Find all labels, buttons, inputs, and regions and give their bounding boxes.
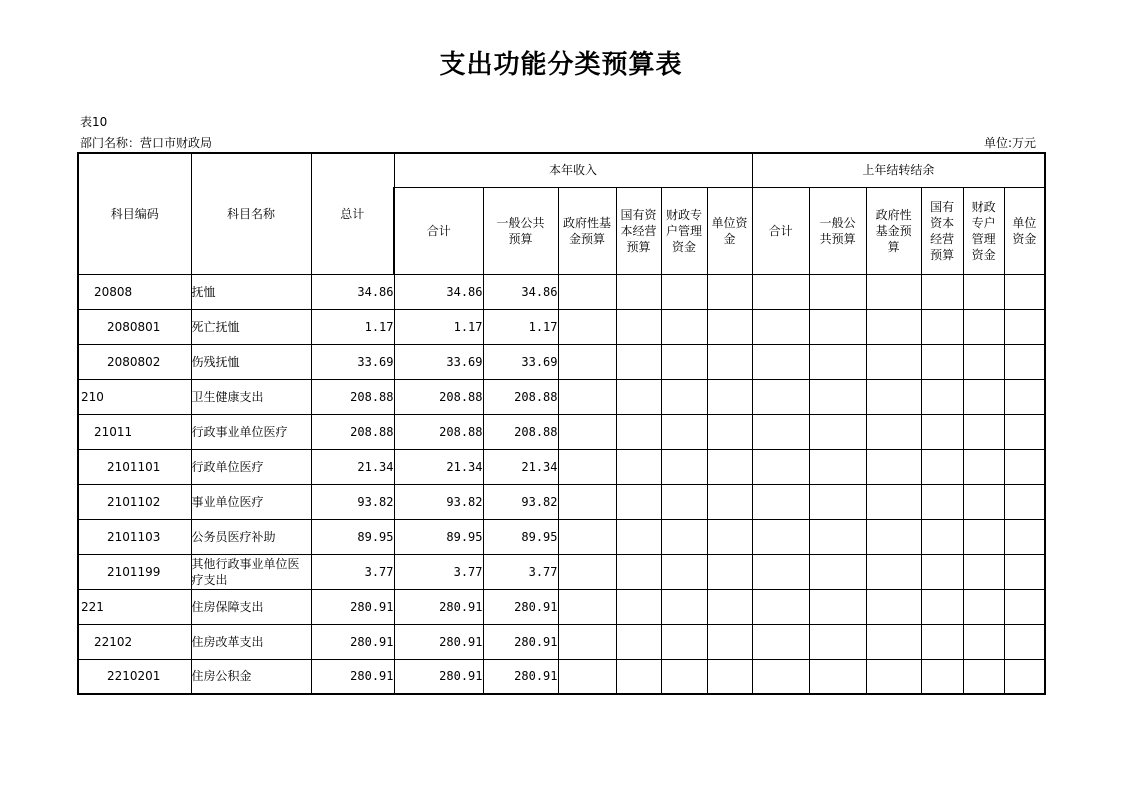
amount-cell-co-soe [921,414,963,449]
header-cy-total: 合计 [394,187,483,274]
amount-cell-co-unit [1004,624,1045,659]
amount-cell-co-soe [921,589,963,624]
amount-cell-co-unit [1004,379,1045,414]
amount-cell-cy-general: 1.17 [483,309,558,344]
amount-cell-cy-soe [616,484,661,519]
header-total: 总计 [311,153,394,274]
amount-cell-co-soe [921,624,963,659]
amount-cell-co-total [752,274,809,309]
amount-cell-co-unit [1004,274,1045,309]
header-co-govfund: 政府性基金预算 [866,187,921,274]
subject-name-cell: 住房改革支出 [191,624,311,659]
subject-name-cell: 行政事业单位医疗 [191,414,311,449]
amount-cell-cy-govfund [558,309,616,344]
amount-cell-cy-total: 21.34 [394,449,483,484]
amount-cell-total: 208.88 [311,379,394,414]
amount-cell-co-soe [921,344,963,379]
amount-cell-co-fiscal [963,624,1004,659]
amount-cell-co-govfund [866,414,921,449]
amount-cell-co-unit [1004,344,1045,379]
header-co-fiscal: 财政专户管理资金 [963,187,1004,274]
subject-code-cell: 21011 [78,414,191,449]
amount-cell-co-fiscal [963,344,1004,379]
table-row [78,624,1045,659]
table-row [78,484,1045,519]
amount-cell-co-total [752,554,809,589]
amount-cell-co-general [809,379,866,414]
amount-cell-co-fiscal [963,274,1004,309]
amount-cell-total: 1.17 [311,309,394,344]
amount-cell-co-total [752,519,809,554]
amount-cell-total: 89.95 [311,519,394,554]
subject-code-cell: 221 [78,589,191,624]
amount-cell-co-govfund [866,484,921,519]
subject-code-cell: 20808 [78,274,191,309]
amount-cell-co-govfund [866,309,921,344]
subject-code-cell: 210 [78,379,191,414]
amount-cell-cy-unit [707,274,752,309]
amount-cell-cy-general: 280.91 [483,659,558,694]
amount-cell-cy-fiscal [661,554,707,589]
amount-cell-cy-govfund [558,344,616,379]
amount-cell-co-total [752,484,809,519]
table-row [78,379,1045,414]
budget-table [77,152,1046,695]
amount-cell-total: 21.34 [311,449,394,484]
header-co-general: 一般公共预算 [809,187,866,274]
amount-cell-co-total [752,624,809,659]
page-title: 支出功能分类预算表 [439,50,683,80]
table-row [78,659,1045,694]
header-co-soe: 国有资本经营预算 [921,187,963,274]
subject-name-cell: 伤残抚恤 [191,344,311,379]
amount-cell-total: 3.77 [311,554,394,589]
amount-cell-co-general [809,414,866,449]
amount-cell-cy-unit [707,414,752,449]
amount-cell-total: 208.88 [311,414,394,449]
amount-cell-cy-soe [616,414,661,449]
subject-name-cell: 住房保障支出 [191,589,311,624]
subject-code-cell: 2101102 [78,484,191,519]
amount-cell-co-total [752,659,809,694]
amount-cell-co-fiscal [963,484,1004,519]
amount-cell-co-unit [1004,659,1045,694]
amount-cell-co-general [809,589,866,624]
amount-cell-cy-general: 34.86 [483,274,558,309]
amount-cell-cy-soe [616,379,661,414]
amount-cell-cy-soe [616,589,661,624]
amount-cell-co-fiscal [963,449,1004,484]
subject-name-cell: 其他行政事业单位医疗支出 [191,554,311,589]
amount-cell-co-general [809,484,866,519]
amount-cell-total: 93.82 [311,484,394,519]
table-row [78,309,1045,344]
amount-cell-cy-soe [616,519,661,554]
amount-cell-co-total [752,379,809,414]
amount-cell-total: 280.91 [311,624,394,659]
amount-cell-cy-general: 280.91 [483,589,558,624]
amount-cell-cy-govfund [558,379,616,414]
amount-cell-cy-govfund [558,449,616,484]
amount-cell-co-soe [921,484,963,519]
amount-cell-cy-soe [616,449,661,484]
amount-cell-co-unit [1004,414,1045,449]
amount-cell-co-general [809,309,866,344]
header-carryover: 上年结转结余 [752,153,1045,187]
amount-cell-cy-general: 93.82 [483,484,558,519]
amount-cell-cy-fiscal [661,414,707,449]
amount-cell-co-general [809,659,866,694]
amount-cell-co-general [809,554,866,589]
header-co-unit: 单位资金 [1004,187,1045,274]
subject-code-cell: 2101103 [78,519,191,554]
amount-cell-co-general [809,449,866,484]
amount-cell-co-fiscal [963,589,1004,624]
amount-cell-cy-general: 280.91 [483,624,558,659]
amount-cell-cy-fiscal [661,659,707,694]
amount-cell-cy-total: 280.91 [394,589,483,624]
amount-cell-cy-govfund [558,589,616,624]
amount-cell-co-soe [921,274,963,309]
amount-cell-cy-total: 93.82 [394,484,483,519]
amount-cell-co-unit [1004,484,1045,519]
amount-cell-co-govfund [866,379,921,414]
amount-cell-cy-unit [707,554,752,589]
subject-name-cell: 事业单位医疗 [191,484,311,519]
amount-cell-cy-unit [707,519,752,554]
amount-cell-cy-unit [707,484,752,519]
amount-cell-cy-fiscal [661,484,707,519]
subject-name-cell: 住房公积金 [191,659,311,694]
amount-cell-co-fiscal [963,554,1004,589]
amount-cell-co-general [809,274,866,309]
table-row [78,449,1045,484]
amount-cell-cy-govfund [558,554,616,589]
table-row [78,344,1045,379]
amount-cell-co-general [809,344,866,379]
amount-cell-cy-fiscal [661,449,707,484]
subject-name-cell: 死亡抚恤 [191,309,311,344]
amount-cell-cy-general: 208.88 [483,414,558,449]
amount-cell-cy-fiscal [661,379,707,414]
subject-name-cell: 抚恤 [191,274,311,309]
header-cy-fiscal: 财政专户管理资金 [661,187,707,274]
header-cy-govfund: 政府性基金预算 [558,187,616,274]
amount-cell-cy-total: 33.69 [394,344,483,379]
table-row [78,589,1045,624]
amount-cell-cy-general: 89.95 [483,519,558,554]
amount-cell-cy-soe [616,659,661,694]
subject-code-cell: 2210201 [78,659,191,694]
amount-cell-co-unit [1004,589,1045,624]
amount-cell-co-total [752,309,809,344]
amount-cell-cy-unit [707,624,752,659]
unit-label: 单位:万元 [984,136,1037,150]
amount-cell-co-govfund [866,449,921,484]
amount-cell-cy-unit [707,309,752,344]
amount-cell-cy-fiscal [661,589,707,624]
amount-cell-cy-fiscal [661,344,707,379]
subject-code-cell: 2080801 [78,309,191,344]
subject-code-cell: 2080802 [78,344,191,379]
amount-cell-cy-total: 208.88 [394,414,483,449]
amount-cell-cy-total: 208.88 [394,379,483,414]
amount-cell-total: 33.69 [311,344,394,379]
amount-cell-co-unit [1004,309,1045,344]
amount-cell-cy-govfund [558,519,616,554]
amount-cell-co-unit [1004,449,1045,484]
amount-cell-cy-soe [616,344,661,379]
amount-cell-cy-govfund [558,274,616,309]
amount-cell-co-total [752,449,809,484]
table-row [78,414,1045,449]
amount-cell-cy-govfund [558,624,616,659]
amount-cell-co-soe [921,449,963,484]
amount-cell-cy-unit [707,449,752,484]
amount-cell-co-govfund [866,624,921,659]
amount-cell-co-unit [1004,519,1045,554]
amount-cell-cy-govfund [558,659,616,694]
amount-cell-cy-total: 34.86 [394,274,483,309]
amount-cell-co-fiscal [963,309,1004,344]
amount-cell-co-total [752,589,809,624]
amount-cell-cy-soe [616,624,661,659]
amount-cell-co-general [809,624,866,659]
subject-code-cell: 2101101 [78,449,191,484]
header-cy-general: 一般公共预算 [483,187,558,274]
amount-cell-co-fiscal [963,519,1004,554]
amount-cell-cy-general: 21.34 [483,449,558,484]
amount-cell-total: 34.86 [311,274,394,309]
amount-cell-cy-fiscal [661,309,707,344]
amount-cell-cy-govfund [558,484,616,519]
amount-cell-co-soe [921,309,963,344]
amount-cell-cy-fiscal [661,274,707,309]
amount-cell-cy-general: 33.69 [483,344,558,379]
amount-cell-co-soe [921,519,963,554]
amount-cell-cy-general: 208.88 [483,379,558,414]
subject-name-cell: 卫生健康支出 [191,379,311,414]
amount-cell-total: 280.91 [311,589,394,624]
amount-cell-co-unit [1004,554,1045,589]
amount-cell-co-fiscal [963,379,1004,414]
amount-cell-total: 280.91 [311,659,394,694]
header-name: 科目名称 [191,153,311,274]
amount-cell-cy-unit [707,344,752,379]
amount-cell-cy-soe [616,274,661,309]
table-number: 表10 [80,115,108,129]
amount-cell-cy-total: 280.91 [394,659,483,694]
amount-cell-co-fiscal [963,414,1004,449]
amount-cell-cy-general: 3.77 [483,554,558,589]
amount-cell-co-govfund [866,554,921,589]
amount-cell-co-govfund [866,344,921,379]
amount-cell-co-soe [921,554,963,589]
amount-cell-co-govfund [866,659,921,694]
header-co-total: 合计 [752,187,809,274]
amount-cell-cy-soe [616,309,661,344]
amount-cell-cy-fiscal [661,519,707,554]
amount-cell-cy-fiscal [661,624,707,659]
amount-cell-co-total [752,414,809,449]
amount-cell-cy-total: 1.17 [394,309,483,344]
table-row [78,274,1045,309]
header-current-year: 本年收入 [394,153,752,187]
amount-cell-co-fiscal [963,659,1004,694]
amount-cell-cy-total: 280.91 [394,624,483,659]
amount-cell-co-general [809,519,866,554]
header-code: 科目编码 [78,153,191,274]
amount-cell-cy-unit [707,379,752,414]
amount-cell-co-govfund [866,274,921,309]
amount-cell-co-soe [921,379,963,414]
subject-code-cell: 22102 [78,624,191,659]
amount-cell-cy-unit [707,589,752,624]
amount-cell-co-soe [921,659,963,694]
amount-cell-cy-total: 89.95 [394,519,483,554]
header-cy-unit: 单位资金 [707,187,752,274]
table-row [78,554,1045,589]
header-cy-soe: 国有资本经营预算 [616,187,661,274]
amount-cell-co-govfund [866,519,921,554]
amount-cell-cy-unit [707,659,752,694]
amount-cell-cy-govfund [558,414,616,449]
amount-cell-co-govfund [866,589,921,624]
subject-name-cell: 公务员医疗补助 [191,519,311,554]
amount-cell-cy-soe [616,554,661,589]
subject-code-cell: 2101199 [78,554,191,589]
amount-cell-cy-total: 3.77 [394,554,483,589]
amount-cell-co-total [752,344,809,379]
subject-name-cell: 行政单位医疗 [191,449,311,484]
department-name: 部门名称：营口市财政局 [80,136,213,150]
table-row [78,519,1045,554]
